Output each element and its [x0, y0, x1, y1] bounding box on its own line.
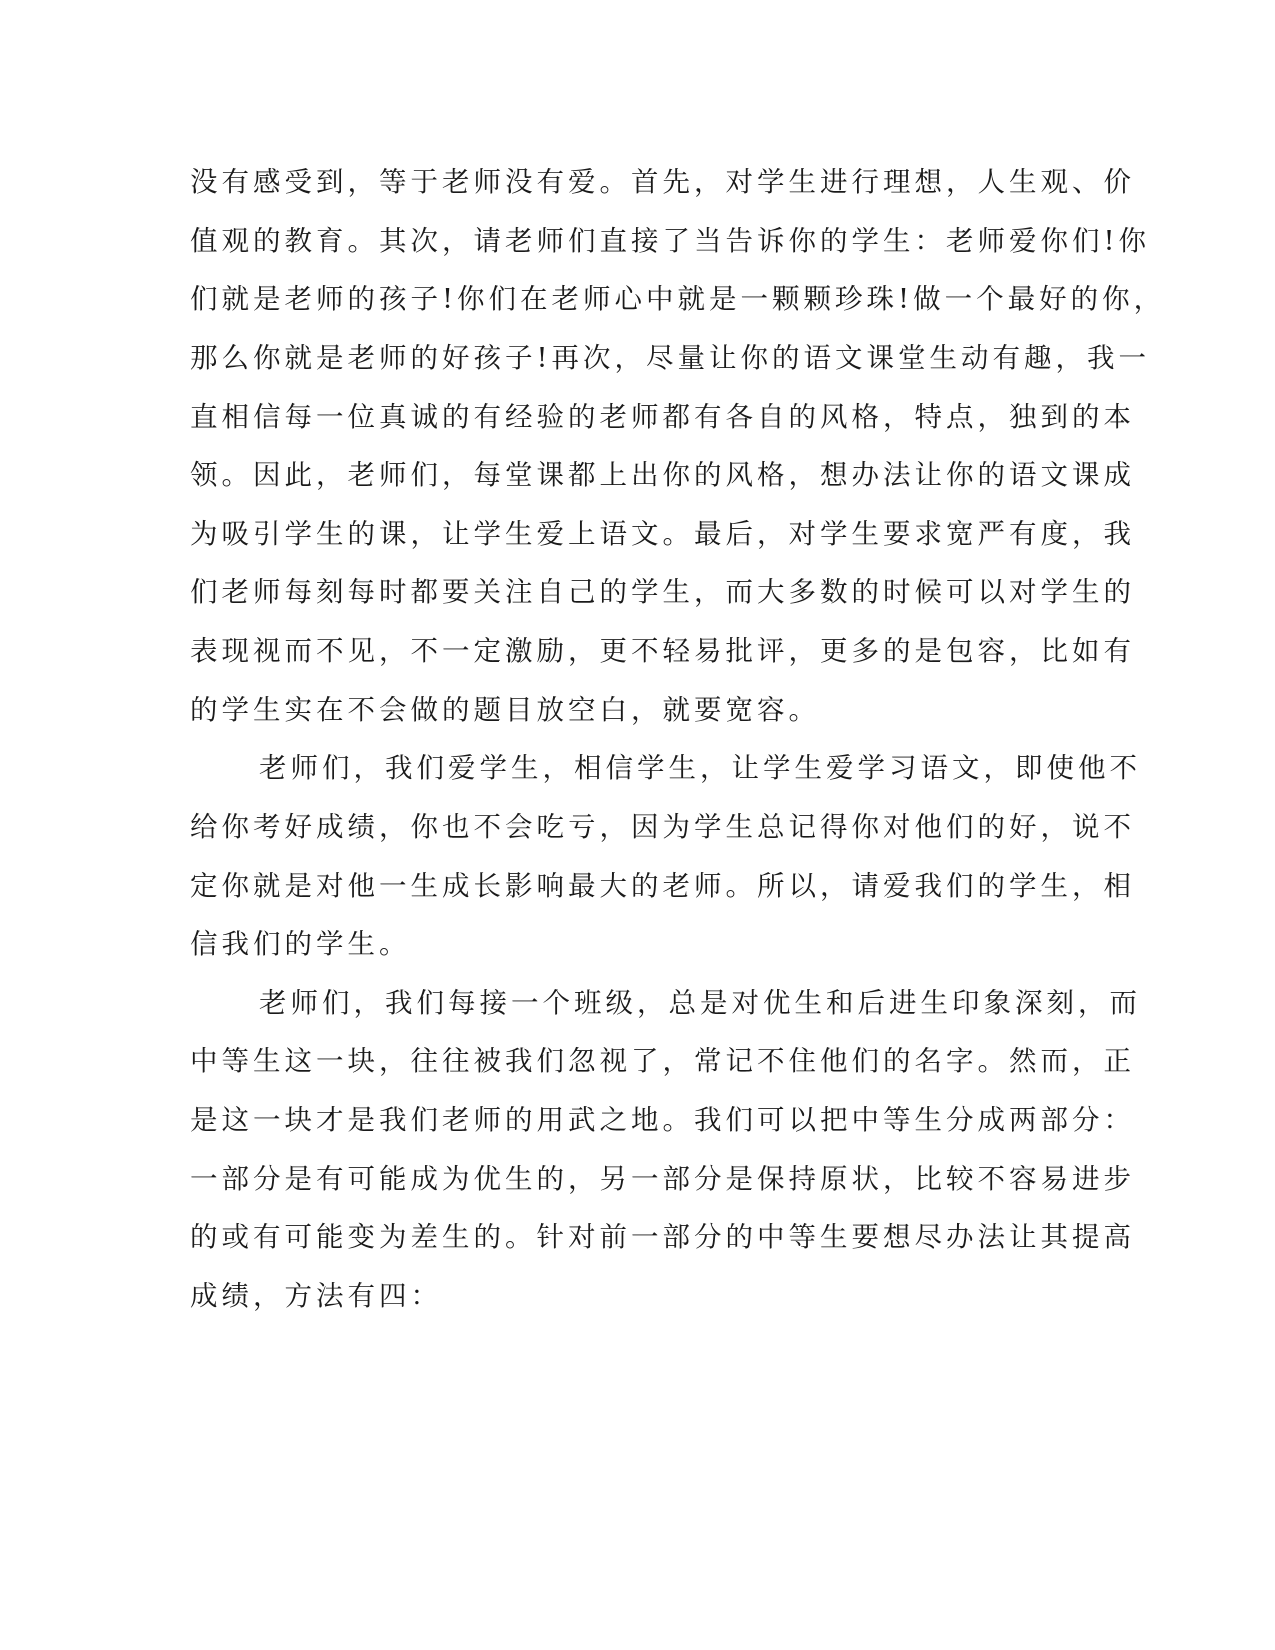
paragraph-1-line-1: 没有感受到，等于老师没有爱。首先，对学生进行理想，人生观、价 [190, 166, 1135, 198]
paragraph-1-line-10: 的学生实在不会做的题目放空白，就要宽容。 [190, 694, 820, 726]
paragraph-1-line-3: 们就是老师的孩子!你们在老师心中就是一颗颗珍珠!做一个最好的你， [190, 283, 1166, 315]
paragraph-3-line-1: 老师们，我们每接一个班级，总是对优生和后进生印象深刻，而 [259, 987, 1141, 1019]
paragraph-1-line-8: 们老师每刻每时都要关注自己的学生，而大多数的时候可以对学生的 [190, 576, 1135, 608]
paragraph-2-line-3: 定你就是对他一生成长影响最大的老师。所以，请爱我们的学生，相 [190, 870, 1135, 902]
paragraph-3-line-2: 中等生这一块，往往被我们忽视了，常记不住他们的名字。然而，正 [190, 1045, 1135, 1077]
paragraph-3-line-5: 的或有可能变为差生的。针对前一部分的中等生要想尽办法让其提高 [190, 1221, 1135, 1253]
paragraph-1-line-2: 值观的教育。其次，请老师们直接了当告诉你的学生：老师爱你们!你 [190, 225, 1151, 257]
paragraph-3-line-4: 一部分是有可能成为优生的，另一部分是保持原状，比较不容易进步 [190, 1163, 1135, 1195]
paragraph-3-line-3: 是这一块才是我们老师的用武之地。我们可以把中等生分成两部分： [190, 1104, 1135, 1136]
paragraph-1-line-9: 表现视而不见，不一定激励，更不轻易批评，更多的是包容，比如有 [190, 635, 1135, 667]
paragraph-2-line-1: 老师们，我们爱学生，相信学生，让学生爱学习语文，即使他不 [259, 752, 1141, 784]
paragraph-2-line-4: 信我们的学生。 [190, 928, 411, 960]
paragraph-2-line-2: 给你考好成绩，你也不会吃亏，因为学生总记得你对他们的好，说不 [190, 811, 1135, 843]
paragraph-1-line-6: 领。因此，老师们，每堂课都上出你的风格，想办法让你的语文课成 [190, 459, 1135, 491]
paragraph-1-line-5: 直相信每一位真诚的有经验的老师都有各自的风格，特点，独到的本 [190, 401, 1135, 433]
paragraph-3-line-6: 成绩，方法有四： [190, 1280, 442, 1312]
paragraph-1-line-4: 那么你就是老师的好孩子!再次，尽量让你的语文课堂生动有趣，我一 [190, 342, 1151, 374]
paragraph-1-line-7: 为吸引学生的课，让学生爱上语文。最后，对学生要求宽严有度，我 [190, 518, 1135, 550]
